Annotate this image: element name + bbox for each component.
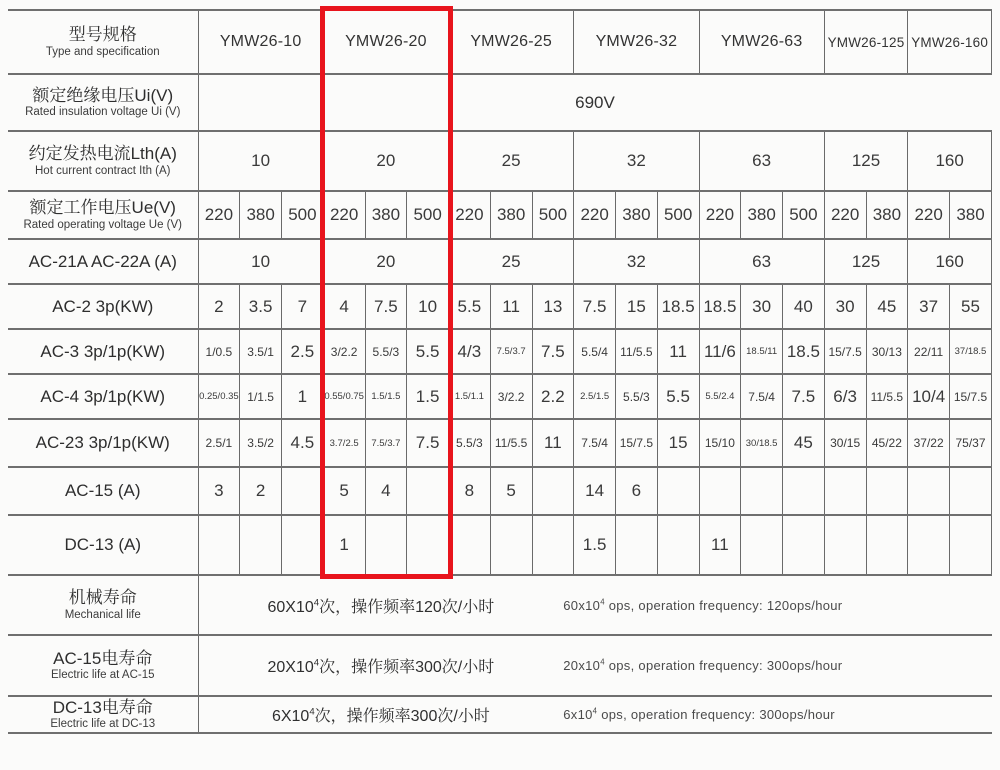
row-label: AC-21A AC-22A (A) bbox=[8, 239, 198, 284]
life-value-cell bbox=[198, 635, 992, 696]
value-cell bbox=[699, 467, 741, 515]
value-cell: 30 bbox=[741, 284, 783, 329]
value-cell: 690V bbox=[575, 92, 615, 112]
value-cell: 45 bbox=[783, 419, 825, 467]
group-value-cell: 125 bbox=[824, 239, 908, 284]
value-cell bbox=[824, 467, 866, 515]
model-header-ymw26-20: YMW26-20 bbox=[323, 10, 448, 74]
value-cell bbox=[866, 515, 908, 575]
value-cell: 2.5/1.5 bbox=[574, 374, 616, 419]
value-cell: 220 bbox=[574, 191, 616, 239]
value-cell: 11/5.5 bbox=[490, 419, 532, 467]
value-cell: 380 bbox=[741, 191, 783, 239]
group-value-cell: 25 bbox=[449, 131, 574, 191]
value-cell: 1.5/1.5 bbox=[365, 374, 407, 419]
value-cell: 5.5 bbox=[407, 329, 449, 374]
value-cell: 15/7.5 bbox=[824, 329, 866, 374]
group-value-cell: 25 bbox=[449, 239, 574, 284]
group-value-cell: 10 bbox=[198, 239, 323, 284]
value-cell bbox=[908, 515, 950, 575]
value-cell: 500 bbox=[407, 191, 449, 239]
value-cell bbox=[282, 515, 324, 575]
value-cell: 2.5/1 bbox=[198, 419, 240, 467]
value-cell: 5.5 bbox=[657, 374, 699, 419]
value-cell: 380 bbox=[616, 191, 658, 239]
value-cell: 11/6 bbox=[699, 329, 741, 374]
value-cell: 7.5 bbox=[365, 284, 407, 329]
value-cell bbox=[783, 515, 825, 575]
value-cell bbox=[490, 515, 532, 575]
value-cell: 0.55/0.75 bbox=[323, 374, 365, 419]
value-cell bbox=[741, 515, 783, 575]
value-cell: 7.5 bbox=[783, 374, 825, 419]
value-cell: 2.5 bbox=[282, 329, 324, 374]
value-cell: 380 bbox=[365, 191, 407, 239]
value-cell: 11 bbox=[532, 419, 574, 467]
value-cell: 30 bbox=[824, 284, 866, 329]
model-header-ymw26-10: YMW26-10 bbox=[198, 10, 323, 74]
value-cell: 220 bbox=[323, 191, 365, 239]
header-row bbox=[8, 10, 992, 74]
table-row-ui bbox=[8, 74, 992, 131]
value-cell: 1/0.5 bbox=[198, 329, 240, 374]
value-cell: 5.5/3 bbox=[616, 374, 658, 419]
value-cell: 1.5 bbox=[574, 515, 616, 575]
table-row-ac15-life bbox=[8, 635, 992, 696]
value-cell: 30/18.5 bbox=[741, 419, 783, 467]
value-cell: 500 bbox=[532, 191, 574, 239]
value-cell: 30/13 bbox=[866, 329, 908, 374]
group-value-cell: 160 bbox=[908, 131, 992, 191]
life-value-cell bbox=[198, 575, 992, 635]
value-cell: 14 bbox=[574, 467, 616, 515]
value-cell: 3.5/1 bbox=[240, 329, 282, 374]
row-label: AC-2 3p(KW) bbox=[8, 284, 198, 329]
value-cell: 10/4 bbox=[908, 374, 950, 419]
value-cell: 10 bbox=[407, 284, 449, 329]
value-cell: 22/11 bbox=[908, 329, 950, 374]
value-cell: 2 bbox=[198, 284, 240, 329]
row-label: 额定绝缘电压Ui(V) Rated insulation voltage Ui (V) bbox=[8, 74, 198, 131]
value-cell: 3.7/2.5 bbox=[323, 419, 365, 467]
value-cell: 220 bbox=[198, 191, 240, 239]
value-cell bbox=[532, 467, 574, 515]
value-cell bbox=[407, 515, 449, 575]
row-label: DC-13电寿命 Electric life at DC-13 bbox=[8, 696, 198, 733]
value-cell: 7.5 bbox=[574, 284, 616, 329]
value-cell: 4.5 bbox=[282, 419, 324, 467]
value-cell: 500 bbox=[783, 191, 825, 239]
model-header-ymw26-32: YMW26-32 bbox=[574, 10, 699, 74]
value-cell: 8 bbox=[449, 467, 491, 515]
value-cell: 7 bbox=[282, 284, 324, 329]
value-cell: 5.5/2.4 bbox=[699, 374, 741, 419]
group-value-cell: 125 bbox=[824, 131, 908, 191]
value-cell: 2 bbox=[240, 467, 282, 515]
value-cell bbox=[449, 515, 491, 575]
model-header-ymw26-25: YMW26-25 bbox=[449, 10, 574, 74]
value-cell bbox=[824, 515, 866, 575]
row-label: AC-4 3p/1p(KW) bbox=[8, 374, 198, 419]
table-row-ith bbox=[8, 131, 992, 191]
value-cell: 5.5/3 bbox=[365, 329, 407, 374]
value-cell: 15/10 bbox=[699, 419, 741, 467]
value-cell: 37/22 bbox=[908, 419, 950, 467]
table-row-dc13 bbox=[8, 515, 992, 575]
value-cell: 45/22 bbox=[866, 419, 908, 467]
value-cell bbox=[616, 515, 658, 575]
life-text-zh: $60X10^4$次，操作频率120次/小时 bbox=[267, 597, 495, 616]
value-cell: 3/2.2 bbox=[490, 374, 532, 419]
group-value-cell: 63 bbox=[699, 131, 824, 191]
value-cell: 11/5.5 bbox=[866, 374, 908, 419]
value-cell: 4/3 bbox=[449, 329, 491, 374]
value-cell: 220 bbox=[824, 191, 866, 239]
value-cell: 220 bbox=[908, 191, 950, 239]
value-cell: 6 bbox=[616, 467, 658, 515]
value-cell: 11 bbox=[490, 284, 532, 329]
value-cell bbox=[240, 515, 282, 575]
group-value-cell: 32 bbox=[574, 239, 699, 284]
table-row-ac2 bbox=[8, 284, 992, 329]
value-cell bbox=[866, 467, 908, 515]
life-text-en: $20x10^4$ ops, operation frequency: 300ops/hour bbox=[563, 657, 843, 673]
value-cell: 11 bbox=[699, 515, 741, 575]
value-cell bbox=[365, 515, 407, 575]
value-cell: 55 bbox=[950, 284, 992, 329]
row-label: AC-15电寿命 Electric life at AC-15 bbox=[8, 635, 198, 696]
value-cell: 18.5 bbox=[699, 284, 741, 329]
table-row-mech-life bbox=[8, 575, 992, 635]
value-cell: 380 bbox=[240, 191, 282, 239]
group-value-cell: 20 bbox=[323, 239, 448, 284]
value-cell bbox=[657, 515, 699, 575]
value-cell: 7.5 bbox=[532, 329, 574, 374]
value-cell: 1 bbox=[282, 374, 324, 419]
value-cell: 380 bbox=[950, 191, 992, 239]
value-cell: 7.5/3.7 bbox=[365, 419, 407, 467]
value-cell: 15 bbox=[616, 284, 658, 329]
row-label: 机械寿命 Mechanical life bbox=[8, 575, 198, 635]
table-row-ac4 bbox=[8, 374, 992, 419]
life-text-zh: $6X10^4$次，操作频率300次/小时 bbox=[271, 706, 490, 726]
row-label: AC-15 (A) bbox=[8, 467, 198, 515]
value-cell: 1.5/1.1 bbox=[449, 374, 491, 419]
value-cell: 3.5 bbox=[240, 284, 282, 329]
value-cell: 7.5/3.7 bbox=[490, 329, 532, 374]
table-row-ac15 bbox=[8, 467, 992, 515]
value-cell: 1/1.5 bbox=[240, 374, 282, 419]
model-header-ymw26-125: YMW26-125 bbox=[824, 10, 908, 74]
value-cell: 11 bbox=[657, 329, 699, 374]
value-cell bbox=[532, 515, 574, 575]
value-cell: 18.5 bbox=[657, 284, 699, 329]
life-value-cell bbox=[198, 696, 992, 733]
value-cell: 500 bbox=[657, 191, 699, 239]
value-cell: 380 bbox=[490, 191, 532, 239]
table-row-ac21 bbox=[8, 239, 992, 284]
value-cell: 220 bbox=[449, 191, 491, 239]
value-cell bbox=[657, 467, 699, 515]
group-value-cell: 10 bbox=[198, 131, 323, 191]
value-cell bbox=[950, 515, 992, 575]
table-row-ac3 bbox=[8, 329, 992, 374]
value-cell: 500 bbox=[282, 191, 324, 239]
value-cell: 7.5 bbox=[407, 419, 449, 467]
value-cell: 7.5/4 bbox=[574, 419, 616, 467]
row-label: 额定工作电压Ue(V) Rated operating voltage Ue (V) bbox=[8, 191, 198, 239]
value-cell bbox=[198, 515, 240, 575]
row-label: AC-23 3p/1p(KW) bbox=[8, 419, 198, 467]
value-cell: 220 bbox=[699, 191, 741, 239]
value-cell: 3/2.2 bbox=[323, 329, 365, 374]
table-row-ue bbox=[8, 191, 992, 239]
value-cell: 13 bbox=[532, 284, 574, 329]
value-cell bbox=[908, 467, 950, 515]
value-cell: 40 bbox=[783, 284, 825, 329]
value-cell: 6/3 bbox=[824, 374, 866, 419]
group-value-cell: 32 bbox=[574, 131, 699, 191]
life-text-en: $60x10^4$ ops, operation frequency: 120ops/hour bbox=[563, 597, 843, 613]
value-cell: 4 bbox=[365, 467, 407, 515]
table-row-ac23 bbox=[8, 419, 992, 467]
value-cell: 1 bbox=[323, 515, 365, 575]
value-cell: 37 bbox=[908, 284, 950, 329]
value-cell: 3.5/2 bbox=[240, 419, 282, 467]
value-cell: 37/18.5 bbox=[950, 329, 992, 374]
value-cell: 380 bbox=[866, 191, 908, 239]
model-header-ymw26-63: YMW26-63 bbox=[699, 10, 824, 74]
value-cell bbox=[407, 467, 449, 515]
value-cell: 2.2 bbox=[532, 374, 574, 419]
model-header-ymw26-160: YMW26-160 bbox=[908, 10, 992, 74]
value-cell: 1.5 bbox=[407, 374, 449, 419]
life-text-zh: $20X10^4$次，操作频率300次/小时 bbox=[267, 657, 495, 676]
value-cell: 4 bbox=[323, 284, 365, 329]
group-value-cell: 20 bbox=[323, 131, 448, 191]
group-value-cell: 160 bbox=[908, 239, 992, 284]
row-label: 约定发热电流Lth(A) Hot current contract Ith (A) bbox=[8, 131, 198, 191]
value-cell: 5.5/3 bbox=[449, 419, 491, 467]
life-text-en: $6x10^4$ ops, operation frequency: 300ops/hour bbox=[563, 706, 835, 723]
value-cell: 5.5/4 bbox=[574, 329, 616, 374]
value-cell: 15/7.5 bbox=[616, 419, 658, 467]
value-cell: 5 bbox=[323, 467, 365, 515]
group-value-cell: 63 bbox=[699, 239, 824, 284]
value-cell: 15 bbox=[657, 419, 699, 467]
table-row-dc13-life bbox=[8, 696, 992, 733]
value-cell: 5.5 bbox=[449, 284, 491, 329]
value-cell: 11/5.5 bbox=[616, 329, 658, 374]
value-cell: 75/37 bbox=[950, 419, 992, 467]
value-cell bbox=[741, 467, 783, 515]
value-cell: 30/15 bbox=[824, 419, 866, 467]
value-cell: 5 bbox=[490, 467, 532, 515]
row-label: 型号规格 Type and specification bbox=[8, 10, 198, 74]
value-cell: 18.5/11 bbox=[741, 329, 783, 374]
value-cell: 18.5 bbox=[783, 329, 825, 374]
spec-table bbox=[8, 9, 992, 734]
value-cell: 45 bbox=[866, 284, 908, 329]
row-label: AC-3 3p/1p(KW) bbox=[8, 329, 198, 374]
value-cell: 7.5/4 bbox=[741, 374, 783, 419]
value-cell: 15/7.5 bbox=[950, 374, 992, 419]
value-cell: 3 bbox=[198, 467, 240, 515]
value-cell bbox=[783, 467, 825, 515]
row-label: DC-13 (A) bbox=[8, 515, 198, 575]
value-cell: 0.25/0.35 bbox=[198, 374, 240, 419]
value-cell bbox=[950, 467, 992, 515]
value-cell bbox=[282, 467, 324, 515]
